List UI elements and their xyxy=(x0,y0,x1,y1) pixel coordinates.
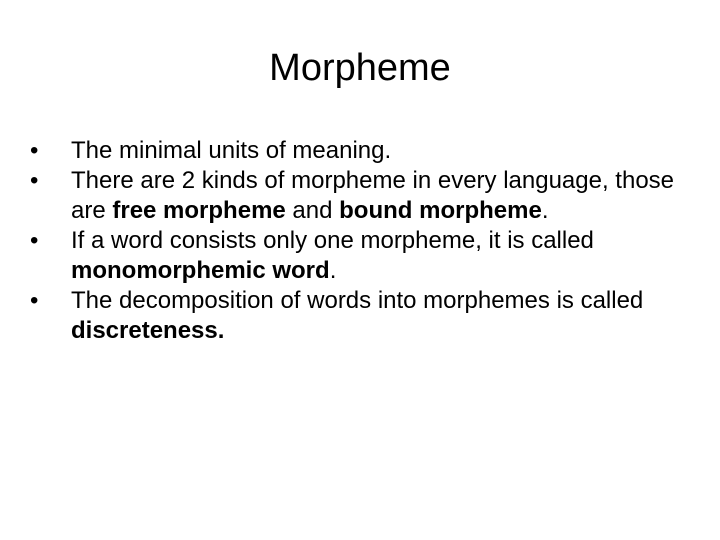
bullet-text: . xyxy=(541,197,549,224)
term-free-morpheme: free morpheme xyxy=(112,197,286,224)
term-bound-morpheme: bound morpheme xyxy=(339,197,542,224)
bullet-text: and xyxy=(285,197,340,224)
bullet-item-2 xyxy=(30,166,680,226)
bullet-text: The decomposition of words into morphemes is called xyxy=(71,287,644,314)
bullet-list xyxy=(30,136,680,346)
bullet-text: If a word consists only one morpheme, it is called xyxy=(71,227,594,254)
bullet-icon: • xyxy=(30,287,39,314)
bullet-text: There are 2 kinds of morpheme in every language, those are xyxy=(71,167,675,224)
bullet-icon: • xyxy=(30,167,39,194)
bullet-item-3 xyxy=(30,226,680,286)
bullet-item-4 xyxy=(30,286,680,346)
bullet-icon: • xyxy=(30,137,39,164)
term-discreteness: discreteness. xyxy=(71,317,225,344)
bullet-item-1 xyxy=(30,136,680,166)
bullet-text: . xyxy=(329,257,337,284)
bullet-text: The minimal units of meaning. xyxy=(71,137,392,164)
term-monomorphemic-word: monomorphemic word xyxy=(71,257,330,284)
bullet-icon: • xyxy=(30,227,39,254)
slide-title: Morpheme xyxy=(269,47,451,89)
